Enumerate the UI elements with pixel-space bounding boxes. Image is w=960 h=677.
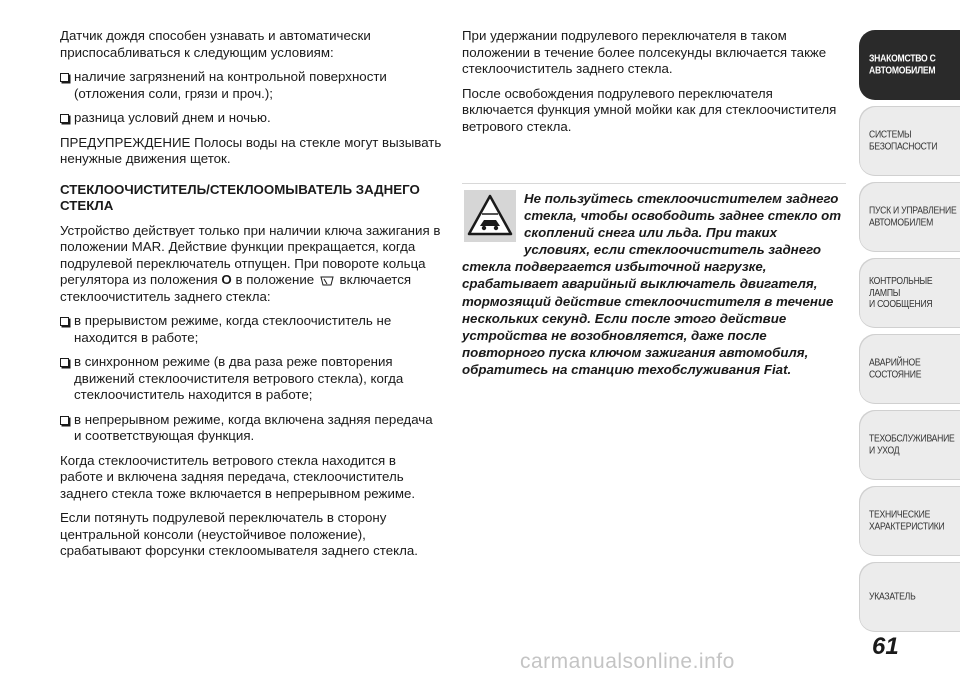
right-column [462, 28, 846, 143]
bullet-item: наличие загрязнений на контрольной поверхности (отложения соли, грязи и проч.); [60, 69, 442, 102]
rear-wiper-icon [320, 275, 334, 286]
tab-safety[interactable]: СИСТЕМЫ БЕЗОПАСНОСТИ [859, 106, 960, 176]
section-heading: СТЕКЛООЧИСТИТЕЛЬ/СТЕКЛООМЫВАТЕЛЬ ЗАДНЕГО СТЕКЛА [60, 181, 420, 213]
tab-introduction[interactable]: ЗНАКОМСТВО С АВТОМОБИЛЕМ [859, 30, 960, 100]
warning-text: Не пользуйтесь стеклоочистителем заднего стекла, чтобы освободить заднее стекло от скоплений снега или льда. При таких условиях, если стеклоочиститель заднего стекла подвергается избыточной нагрузке, срабатывает аварийный выключатель двигателя, тормозящий действие стеклоочистителя в течение нескольких секунд. Если после этого действие устройства не возобновляется, даже после повторного пуска ключом зажигания автомобиля, обратитесь на станцию техобслуживания Fiat. [462, 191, 842, 377]
tab-warning-lights[interactable]: КОНТРОЛЬНЫЕ ЛАМПЫ И СООБЩЕНИЯ [859, 258, 960, 328]
operation-paragraph [60, 223, 442, 306]
intro-paragraph: Датчик дождя способен узнавать и автоматически приспосабливаться к следующим условиям: [60, 28, 371, 60]
watermark: carmanualsonline.info [520, 650, 735, 673]
tab-starting-driving[interactable]: ПУСК И УПРАВЛЕНИЕ АВТОМОБИЛЕМ [859, 182, 960, 252]
bullet-item: в непрерывном режиме, когда включена задняя передача и соответствующая функция. [60, 412, 442, 445]
reverse-gear-paragraph: Когда стеклоочиститель ветрового стекла находится в работе и включена задняя передача, стеклоочиститель заднего стекла тоже включается в непрерывном режиме. [60, 452, 416, 501]
operation-text-1: Устройство действует только при наличии ключа зажигания в положении MAR. Действие функции прекращается, когда подрулевой переключатель отпущен. При повороте кольца регулятора из положения [60, 222, 441, 287]
hold-paragraph: При удержании подрулевого переключателя в таком положении в течение более полсекунды включается также стеклоочиститель заднего стекла. [462, 28, 827, 76]
bullet-item: в прерывистом режиме, когда стеклоочиститель не находится в работе; [60, 313, 442, 346]
bullet-item: в синхронном режиме (в два раза реже повторения движений стеклоочистителя ветрового стекла), когда стеклоочиститель находится в работе; [60, 354, 442, 404]
position-o-symbol: O [221, 272, 232, 287]
tab-maintenance[interactable]: ТЕХОБСЛУЖИВАНИЕ И УХОД [859, 410, 960, 480]
tab-technical-specs[interactable]: ТЕХНИЧЕСКИЕ ХАРАКТЕРИСТИКИ [859, 486, 960, 556]
bullet-item: разница условий днем и ночью. [60, 110, 442, 127]
tab-index[interactable]: УКАЗАТЕЛЬ [859, 562, 960, 632]
warning-triangle-icon [464, 190, 516, 242]
warning-note: ПРЕДУПРЕЖДЕНИЕ Полосы воды на стекле могут вызывать ненужные движения щеток. [60, 134, 442, 166]
warning-box [462, 183, 846, 378]
operation-text-2: в положение [235, 272, 315, 287]
page-number: 61 [872, 633, 899, 660]
operation-text-3: включается стеклоочиститель заднего стекла: [60, 272, 412, 304]
tab-emergency[interactable]: АВАРИЙНОЕ СОСТОЯНИЕ [859, 334, 960, 404]
chapter-tabs [859, 30, 960, 638]
left-column [60, 28, 442, 568]
smart-wash-paragraph: После освобождения подрулевого переключателя включается функция умной мойки как для стеклоочистителя ветрового стекла. [462, 85, 837, 134]
washer-paragraph: Если потянуть подрулевой переключатель в сторону центральной консоли (неустойчивое положение), срабатывают форсунки стеклоомывателя заднего стекла. [60, 510, 418, 558]
